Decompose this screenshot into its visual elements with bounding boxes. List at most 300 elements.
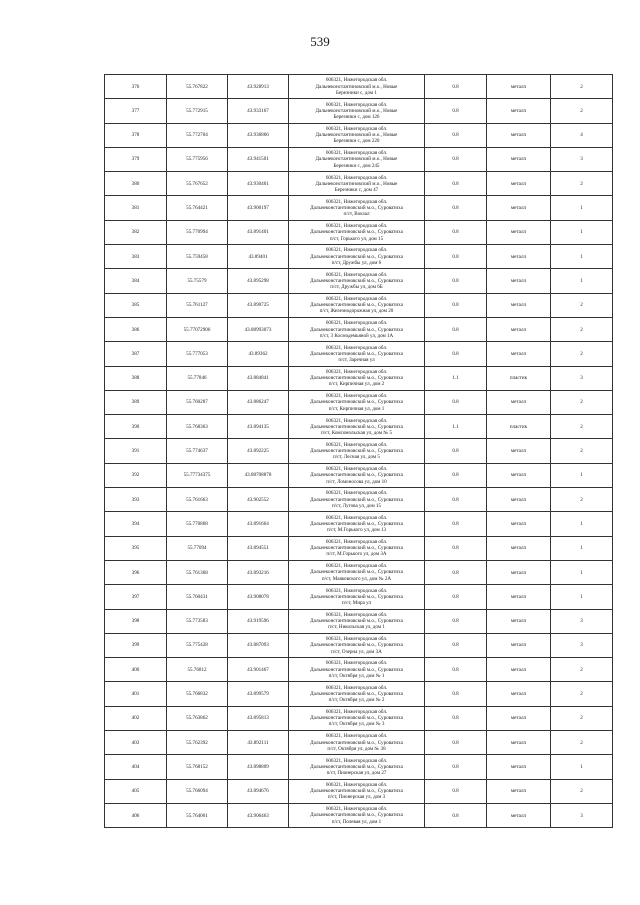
row-number-cell: 381 xyxy=(105,196,167,220)
address-cell xyxy=(289,609,425,633)
address-line: п/ст, Пионерская ул, дом 27 xyxy=(326,770,387,777)
longitude-cell: 43.891401 xyxy=(228,220,289,244)
longitude-cell: 43.930461 xyxy=(228,172,289,196)
material-cell: металл xyxy=(487,463,551,487)
area-cell: 0.8 xyxy=(425,196,487,220)
longitude-cell: 43.891664 xyxy=(228,512,289,536)
address-line: п/ст, Маяковского ул, дом № 2А xyxy=(321,575,392,582)
row-number-cell: 389 xyxy=(105,390,167,414)
latitude-cell: 55.761663 xyxy=(167,488,228,512)
container-count-cell: 2 xyxy=(551,731,613,755)
address-line: 606321, Нижегородская обл. xyxy=(325,441,388,448)
row-number-cell: 404 xyxy=(105,755,167,779)
latitude-cell: 55.770868 xyxy=(167,512,228,536)
address-cell xyxy=(289,779,425,803)
material-cell: металл xyxy=(487,390,551,414)
latitude-cell: 55.77094 xyxy=(167,536,228,560)
table-row xyxy=(105,755,613,779)
address-cell xyxy=(289,560,425,584)
table-row xyxy=(105,463,613,487)
address-cell xyxy=(289,245,425,269)
longitude-cell: 43.899579 xyxy=(228,682,289,706)
address-line: Дальнеконстантиновский м.о., Суроватиха xyxy=(310,569,403,576)
table-row xyxy=(105,560,613,584)
address-line: Дальнеконстантиновский м.о., Суроватиха xyxy=(310,715,403,722)
container-count-cell: 1 xyxy=(551,245,613,269)
address-line: Дальнеконстантиновский м.о., Суроватиха xyxy=(310,277,403,284)
address-line: Дальнеконстантиновский м.о., Суроватиха xyxy=(310,593,403,600)
container-count-cell: 2 xyxy=(551,172,613,196)
longitude-cell: 43.88993073 xyxy=(228,317,289,341)
container-count-cell: 1 xyxy=(551,512,613,536)
material-cell: металл xyxy=(487,512,551,536)
container-count-cell: 2 xyxy=(551,99,613,123)
row-number-cell: 380 xyxy=(105,172,167,196)
address-line: 606321, Нижегородская обл. xyxy=(325,393,388,400)
address-line: п/ст, Железнодорожная ул, дом 20 xyxy=(319,308,394,315)
area-cell: 1.1 xyxy=(425,366,487,390)
material-cell: металл xyxy=(487,706,551,730)
address-line: Дальнеконстантиновский м.о., Суроватиха xyxy=(310,472,403,479)
address-line: Дальнеконстантиновский м.о., Суроватиха xyxy=(310,545,403,552)
address-line: Дальнеконстантиновский м.о., Новые xyxy=(315,156,398,163)
longitude-cell: 43.906463 xyxy=(228,803,289,827)
address-cell xyxy=(289,682,425,706)
address-line: п/ст, 3 Космодемьяной ул, дом 1А xyxy=(319,332,394,339)
area-cell: 0.8 xyxy=(425,779,487,803)
row-number-cell: 384 xyxy=(105,269,167,293)
table-row xyxy=(105,245,613,269)
longitude-cell: 43.928913 xyxy=(228,75,289,99)
address-line: Дальнеконстантиновский м.о., Суроватиха xyxy=(310,375,403,382)
latitude-cell: 55.775956 xyxy=(167,147,228,171)
area-cell: 0.8 xyxy=(425,317,487,341)
container-count-cell: 3 xyxy=(551,609,613,633)
row-number-cell: 382 xyxy=(105,220,167,244)
row-number-cell: 398 xyxy=(105,609,167,633)
table-row xyxy=(105,293,613,317)
address-line: Березники с, дом 1 xyxy=(336,89,377,96)
row-number-cell: 402 xyxy=(105,706,167,730)
address-line: п/ст, Вокзал xyxy=(343,211,370,218)
latitude-cell: 55.75579 xyxy=(167,269,228,293)
container-count-cell: 4 xyxy=(551,123,613,147)
address-line: 606321, Нижегородская обл. xyxy=(325,563,388,570)
address-line: Дальнеконстантиновский м.о., Суроватиха xyxy=(310,788,403,795)
table-row xyxy=(105,803,613,827)
latitude-cell: 55.768363 xyxy=(167,415,228,439)
address-line: п/ст, Никольская ул, дом 1 xyxy=(328,624,385,631)
latitude-cell: 55.775428 xyxy=(167,633,228,657)
row-number-cell: 399 xyxy=(105,633,167,657)
row-number-cell: 387 xyxy=(105,342,167,366)
material-cell: металл xyxy=(487,99,551,123)
material-cell: металл xyxy=(487,658,551,682)
longitude-cell: 43.89362 xyxy=(228,342,289,366)
address-line: п/ст, Заречная ул xyxy=(338,357,375,364)
address-line: 606321, Нижегородская обл. xyxy=(325,198,388,205)
material-cell: металл xyxy=(487,488,551,512)
container-count-cell: 1 xyxy=(551,196,613,220)
address-line: Дальнеконстантиновский м.о., Суроватиха xyxy=(310,205,403,212)
address-line: 606321, Нижегородская обл. xyxy=(325,587,388,594)
material-cell: металл xyxy=(487,147,551,171)
table-body xyxy=(105,75,613,828)
container-count-cell: 3 xyxy=(551,803,613,827)
latitude-cell: 55.777053 xyxy=(167,342,228,366)
area-cell: 0.8 xyxy=(425,463,487,487)
material-cell: металл xyxy=(487,731,551,755)
longitude-cell: 43.89401 xyxy=(228,245,289,269)
address-line: п/ст, Кирпичная ул, дом 2 xyxy=(328,381,385,388)
container-count-cell: 1 xyxy=(551,463,613,487)
address-line: п/ст, Октября ул, дом № 38 xyxy=(327,745,386,752)
row-number-cell: 397 xyxy=(105,585,167,609)
area-cell: 0.8 xyxy=(425,755,487,779)
latitude-cell: 55.763862 xyxy=(167,706,228,730)
container-count-cell: 3 xyxy=(551,366,613,390)
address-line: 606321, Нижегородская обл. xyxy=(325,709,388,716)
area-cell: 0.8 xyxy=(425,731,487,755)
latitude-cell: 55.762392 xyxy=(167,731,228,755)
container-count-cell: 2 xyxy=(551,390,613,414)
container-count-cell: 2 xyxy=(551,75,613,99)
area-cell: 0.8 xyxy=(425,488,487,512)
address-line: п/ст, Мира ул xyxy=(342,599,371,606)
table-row xyxy=(105,269,613,293)
container-count-cell: 2 xyxy=(551,415,613,439)
address-cell xyxy=(289,390,425,414)
address-line: Дальнеконстантиновский м.о., Новые xyxy=(315,132,398,139)
address-cell xyxy=(289,415,425,439)
address-line: 606321, Нижегородская обл. xyxy=(325,296,388,303)
address-line: п/ст, Комсомольская ул, дом № 5 xyxy=(320,429,393,436)
address-line: п/ст, Дружбы ул, дом 6Б xyxy=(330,284,383,291)
material-cell: металл xyxy=(487,196,551,220)
area-cell: 0.8 xyxy=(425,512,487,536)
longitude-cell: 43.884841 xyxy=(228,366,289,390)
address-cell xyxy=(289,633,425,657)
material-cell: металл xyxy=(487,293,551,317)
address-line: Дальнеконстантиновский м.о., Суроватиха xyxy=(310,399,403,406)
area-cell: 0.8 xyxy=(425,536,487,560)
row-number-cell: 395 xyxy=(105,536,167,560)
table-row xyxy=(105,390,613,414)
material-cell: пластик xyxy=(487,366,551,390)
address-line: 606321, Нижегородская обл. xyxy=(325,781,388,788)
longitude-cell: 43.892111 xyxy=(228,731,289,755)
address-cell xyxy=(289,220,425,244)
longitude-cell: 43.88708878 xyxy=(228,463,289,487)
area-cell: 0.8 xyxy=(425,706,487,730)
area-cell: 0.8 xyxy=(425,633,487,657)
area-cell: 0.8 xyxy=(425,658,487,682)
address-line: 606321, Нижегородская обл. xyxy=(325,125,388,132)
area-cell: 0.8 xyxy=(425,585,487,609)
latitude-cell: 55.764001 xyxy=(167,803,228,827)
address-line: Дальнеконстантиновский м.о., Суроватиха xyxy=(310,812,403,819)
longitude-cell: 43.919596 xyxy=(228,609,289,633)
row-number-cell: 405 xyxy=(105,779,167,803)
address-line: 606321, Нижегородская обл. xyxy=(325,150,388,157)
latitude-cell: 55.767822 xyxy=(167,75,228,99)
address-line: 606321, Нижегородская обл. xyxy=(325,77,388,84)
address-cell xyxy=(289,658,425,682)
address-cell xyxy=(289,99,425,123)
container-count-cell: 2 xyxy=(551,317,613,341)
latitude-cell: 55.764421 xyxy=(167,196,228,220)
container-count-cell: 3 xyxy=(551,147,613,171)
address-line: 606321, Нижегородская обл. xyxy=(325,368,388,375)
container-count-cell: 1 xyxy=(551,755,613,779)
address-line: Дальнеконстантиновский м.о., Суроватиха xyxy=(310,423,403,430)
address-line: Дальнеконстантиновский м.о., Суроватиха xyxy=(310,448,403,454)
address-line: Дальнеконстантиновский м.о., Новые xyxy=(315,107,398,114)
address-cell xyxy=(289,463,425,487)
address-line: 606321, Нижегородская обл. xyxy=(325,223,388,230)
container-count-cell: 2 xyxy=(551,488,613,512)
table-row xyxy=(105,99,613,123)
address-line: 606321, Нижегородская обл. xyxy=(325,247,388,254)
address-cell xyxy=(289,269,425,293)
latitude-cell: 55.766832 xyxy=(167,682,228,706)
row-number-cell: 379 xyxy=(105,147,167,171)
address-line: 606321, Нижегородская обл. xyxy=(325,684,388,691)
row-number-cell: 392 xyxy=(105,463,167,487)
address-line: 606321, Нижегородская обл. xyxy=(325,733,388,740)
material-cell: металл xyxy=(487,682,551,706)
area-cell: 0.8 xyxy=(425,147,487,171)
material-cell: металл xyxy=(487,269,551,293)
latitude-cell: 55.76812 xyxy=(167,658,228,682)
address-line: 606321, Нижегородская обл. xyxy=(325,320,388,327)
area-cell: 0.8 xyxy=(425,269,487,293)
row-number-cell: 391 xyxy=(105,439,167,463)
container-count-cell: 1 xyxy=(551,585,613,609)
latitude-cell: 55.761368 xyxy=(167,560,228,584)
table-row xyxy=(105,172,613,196)
latitude-cell: 55.760287 xyxy=(167,390,228,414)
address-line: Березники с, дом 126 xyxy=(333,114,380,121)
row-number-cell: 401 xyxy=(105,682,167,706)
latitude-cell: 55.77734375 xyxy=(167,463,228,487)
row-number-cell: 378 xyxy=(105,123,167,147)
material-cell: металл xyxy=(487,172,551,196)
address-cell xyxy=(289,488,425,512)
longitude-cell: 43.933167 xyxy=(228,99,289,123)
address-line: Дальнеконстантиновский м.о., Суроватиха xyxy=(310,666,403,673)
area-cell: 0.8 xyxy=(425,172,487,196)
address-line: Дальнеконстантиновский м.о., Суроватиха xyxy=(310,618,403,625)
address-line: 606321, Нижегородская обл. xyxy=(325,611,388,618)
area-cell: 0.8 xyxy=(425,560,487,584)
address-line: 606321, Нижегородская обл. xyxy=(325,806,388,813)
container-count-cell: 1 xyxy=(551,560,613,584)
address-cell xyxy=(289,803,425,827)
address-line: п/ст, Полевая ул, дом 1 xyxy=(331,818,382,825)
table-row xyxy=(105,512,613,536)
address-cell xyxy=(289,706,425,730)
address-cell xyxy=(289,196,425,220)
row-number-cell: 383 xyxy=(105,245,167,269)
area-cell: 0.8 xyxy=(425,220,487,244)
area-cell: 0.8 xyxy=(425,609,487,633)
material-cell: металл xyxy=(487,585,551,609)
material-cell: металл xyxy=(487,342,551,366)
longitude-cell: 43.901467 xyxy=(228,658,289,682)
latitude-cell: 55.761127 xyxy=(167,293,228,317)
table-row xyxy=(105,658,613,682)
address-line: Дальнеконстантиновский м.о., Суроватиха xyxy=(310,739,403,746)
address-line: п/ст, Октября ул, дом № 2 xyxy=(328,697,385,704)
address-line: 606321, Нижегородская обл. xyxy=(325,660,388,667)
material-cell: металл xyxy=(487,439,551,463)
latitude-cell: 55.772915 xyxy=(167,99,228,123)
longitude-cell: 43.890725 xyxy=(228,293,289,317)
area-cell: 0.8 xyxy=(425,75,487,99)
address-cell xyxy=(289,536,425,560)
address-line: Дальнеконстантиновский м.о., Суроватиха xyxy=(310,763,403,770)
material-cell: металл xyxy=(487,220,551,244)
row-number-cell: 406 xyxy=(105,803,167,827)
longitude-cell: 43.900197 xyxy=(228,196,289,220)
address-line: Дальнеконстантиновский м.о., Суроватиха xyxy=(310,690,403,697)
latitude-cell: 55.772704 xyxy=(167,123,228,147)
latitude-cell: 55.767652 xyxy=(167,172,228,196)
address-line: Березники с, дом 245 xyxy=(333,162,380,169)
address-line: п/ст, Пионерская ул, дом 3 xyxy=(327,794,386,801)
address-cell xyxy=(289,342,425,366)
address-line: 606321, Нижегородская обл. xyxy=(325,514,388,521)
row-number-cell: 403 xyxy=(105,731,167,755)
row-number-cell: 394 xyxy=(105,512,167,536)
address-line: 606321, Нижегородская обл. xyxy=(325,636,388,643)
latitude-cell: 55.760431 xyxy=(167,585,228,609)
container-count-cell: 2 xyxy=(551,293,613,317)
table-row xyxy=(105,415,613,439)
address-cell xyxy=(289,755,425,779)
latitude-cell: 55.77846 xyxy=(167,366,228,390)
address-line: п/ст, Лугова ул, дом 15 xyxy=(331,502,382,509)
material-cell: металл xyxy=(487,317,551,341)
area-cell: 0.8 xyxy=(425,682,487,706)
latitude-cell: 55.768152 xyxy=(167,755,228,779)
address-cell xyxy=(289,585,425,609)
row-number-cell: 388 xyxy=(105,366,167,390)
row-number-cell: 385 xyxy=(105,293,167,317)
address-line: п/ст, Горького ул, дом 15 xyxy=(329,235,384,242)
table-row xyxy=(105,317,613,341)
row-number-cell: 393 xyxy=(105,488,167,512)
area-cell: 0.8 xyxy=(425,293,487,317)
address-cell xyxy=(289,147,425,171)
address-line: п/ст, Дружбы ул, дом 6 xyxy=(331,259,382,266)
address-line: Дальнеконстантиновский м.о., Суроватиха xyxy=(310,229,403,236)
page-number: 539 xyxy=(310,34,330,49)
latitude-cell: 55.770994 xyxy=(167,220,228,244)
address-line: Дальнеконстантиновский м.о., Новые xyxy=(315,180,398,187)
longitude-cell: 43.895298 xyxy=(228,269,289,293)
container-count-cell: 2 xyxy=(551,706,613,730)
longitude-cell: 43.902552 xyxy=(228,488,289,512)
container-count-cell: 2 xyxy=(551,439,613,463)
address-line: Березники с, дом 47 xyxy=(334,186,379,193)
table-row xyxy=(105,779,613,803)
table-row xyxy=(105,439,613,463)
address-line: п/ст, М.Горького ул, дом 3А xyxy=(326,551,387,558)
longitude-cell: 43.895813 xyxy=(228,706,289,730)
row-number-cell: 396 xyxy=(105,560,167,584)
material-cell: металл xyxy=(487,75,551,99)
material-cell: металл xyxy=(487,755,551,779)
table-row xyxy=(105,488,613,512)
table-row xyxy=(105,123,613,147)
latitude-cell: 55.773583 xyxy=(167,609,228,633)
area-cell: 0.8 xyxy=(425,439,487,463)
material-cell: металл xyxy=(487,245,551,269)
longitude-cell: 43.941501 xyxy=(228,147,289,171)
area-cell: 0.8 xyxy=(425,803,487,827)
area-cell: 0.8 xyxy=(425,342,487,366)
longitude-cell: 43.898809 xyxy=(228,755,289,779)
row-number-cell: 390 xyxy=(105,415,167,439)
address-line: п/ст, Октября ул, дом № 1 xyxy=(328,672,385,679)
address-cell xyxy=(289,317,425,341)
address-line: 606321, Нижегородская обл. xyxy=(325,174,388,181)
material-cell: металл xyxy=(487,560,551,584)
address-cell xyxy=(289,123,425,147)
address-line: 606321, Нижегородская обл. xyxy=(325,271,388,278)
table-row xyxy=(105,147,613,171)
table-row xyxy=(105,220,613,244)
table-row xyxy=(105,633,613,657)
container-count-cell: 1 xyxy=(551,536,613,560)
address-line: Дальнеконстантиновский м.о., Суроватиха xyxy=(310,350,403,357)
longitude-cell: 43.893216 xyxy=(228,560,289,584)
address-line: п/ст, М.Горького ул, дом 13 xyxy=(326,527,387,534)
longitude-cell: 43.887093 xyxy=(228,633,289,657)
material-cell: металл xyxy=(487,609,551,633)
address-line: Дальнеконстантиновский м.о., Суроватиха xyxy=(310,496,403,503)
area-cell: 0.8 xyxy=(425,245,487,269)
container-count-cell: 1 xyxy=(551,220,613,244)
table-row xyxy=(105,342,613,366)
latitude-cell: 55.766094 xyxy=(167,779,228,803)
longitude-cell: 43.936866 xyxy=(228,123,289,147)
area-cell: 0.8 xyxy=(425,123,487,147)
table-row xyxy=(105,536,613,560)
address-line: 606321, Нижегородская обл. xyxy=(325,466,388,473)
address-cell xyxy=(289,366,425,390)
material-cell: металл xyxy=(487,779,551,803)
address-line: 606321, Нижегородская обл. xyxy=(325,757,388,764)
address-line: п/ст, Лесная ул, дом 5 xyxy=(333,454,380,461)
longitude-cell: 43.908078 xyxy=(228,585,289,609)
container-count-cell: 2 xyxy=(551,682,613,706)
address-line: Дальнеконстантиновский м.о., Суроватиха xyxy=(310,253,403,260)
longitude-cell: 43.886247 xyxy=(228,390,289,414)
address-line: 606321, Нижегородская обл. xyxy=(325,538,388,545)
address-line: 606321, Нижегородская обл. xyxy=(325,344,388,351)
row-number-cell: 386 xyxy=(105,317,167,341)
area-cell: 0.8 xyxy=(425,99,487,123)
latitude-cell: 55.759458 xyxy=(167,245,228,269)
address-line: п/ст, Озерна ул, дом 3А xyxy=(331,648,382,655)
material-cell: металл xyxy=(487,536,551,560)
longitude-cell: 43.894676 xyxy=(228,779,289,803)
address-line: Березники с, дом 220 xyxy=(333,138,380,145)
address-cell xyxy=(289,75,425,99)
